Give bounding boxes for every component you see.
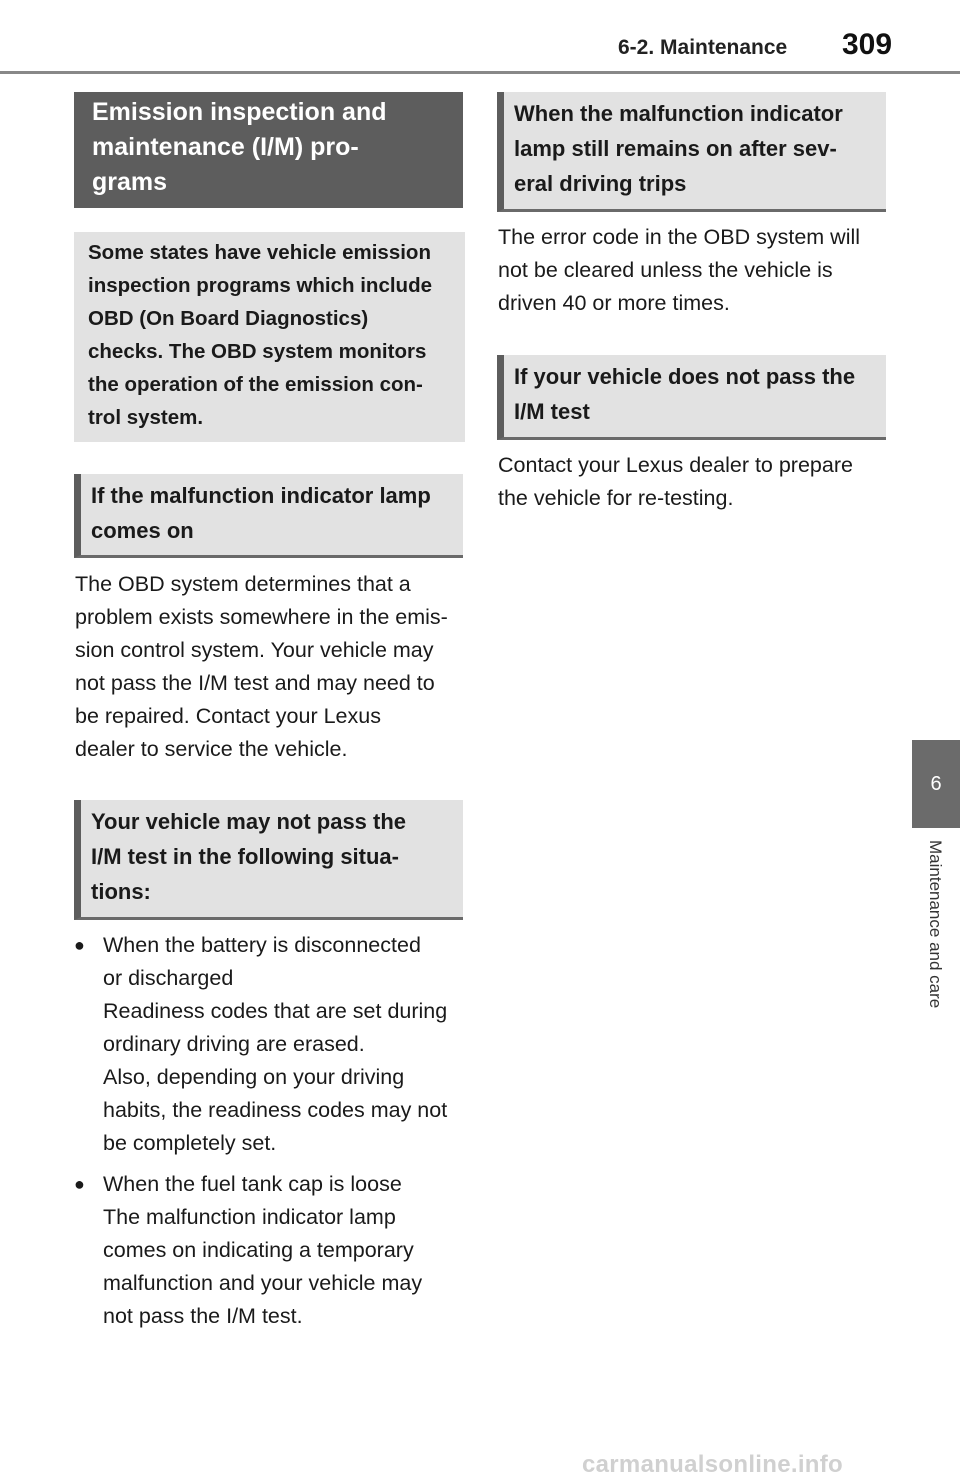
main-heading-line: grams <box>92 168 168 196</box>
chapter-title: Maintenance and care <box>926 840 945 1009</box>
remains-line: not be cleared unless the vehicle is <box>498 258 833 282</box>
remains-heading <box>497 92 886 212</box>
bullet-line: malfunction and your vehicle may <box>103 1271 423 1295</box>
header-divider <box>0 71 960 74</box>
chapter-number: 6 <box>930 772 942 795</box>
main-heading-line: maintenance (I/M) pro- <box>92 133 359 161</box>
fail-line: the vehicle for re-testing. <box>498 486 734 510</box>
mil-line: not pass the I/M test and may need to <box>75 671 435 695</box>
mil-paragraph <box>75 568 470 766</box>
mil-heading <box>74 474 463 558</box>
fail-line: Contact your Lexus dealer to prepare <box>498 453 853 477</box>
bullet-item-battery <box>74 929 474 1164</box>
mil-line: dealer to service the vehicle. <box>75 737 348 761</box>
bullet-icon: ● <box>74 935 85 955</box>
bullet-line: comes on indicating a temporary <box>103 1238 414 1262</box>
intro-line: checks. The OBD system monitors <box>88 340 427 363</box>
situations-heading-line: I/M test in the following situa- <box>91 844 399 869</box>
section-title: 6-2. Maintenance <box>618 36 788 59</box>
mil-heading-line: If the malfunction indicator lamp <box>91 483 431 508</box>
remains-line: The error code in the OBD system will <box>498 225 861 249</box>
fail-paragraph <box>498 449 898 515</box>
intro-line: inspection programs which include <box>88 274 432 297</box>
bullet-line: or discharged <box>103 966 234 990</box>
intro-box <box>74 232 465 442</box>
mil-line: problem exists somewhere in the emis- <box>75 605 448 629</box>
bullet-item-fuel-cap <box>74 1168 474 1338</box>
bullet-line: When the fuel tank cap is loose <box>103 1172 402 1196</box>
situations-heading-line: Your vehicle may not pass the <box>91 809 407 834</box>
remains-line: driven 40 or more times. <box>498 291 730 315</box>
bullet-line: Also, depending on your driving <box>103 1065 405 1089</box>
main-heading-line: Emission inspection and <box>92 98 387 126</box>
remains-heading-line: When the malfunction indicator <box>514 101 843 126</box>
remains-paragraph <box>498 221 898 320</box>
chapter-label <box>922 840 948 1070</box>
situations-heading-line: tions: <box>91 879 151 904</box>
mil-heading-line: comes on <box>91 518 194 543</box>
mil-line: The OBD system determines that a <box>75 572 411 596</box>
bullet-line: not pass the I/M test. <box>103 1304 303 1328</box>
page-number: 309 <box>842 28 893 61</box>
main-heading <box>74 92 463 208</box>
bullet-line: habits, the readiness codes may not <box>103 1098 448 1122</box>
bullet-line: be completely set. <box>103 1131 277 1155</box>
remains-heading-line: lamp still remains on after sev- <box>514 136 837 161</box>
watermark-link[interactable]: carmanualsonline.info <box>582 1451 844 1478</box>
fail-heading <box>497 355 886 440</box>
bullet-line: Readiness codes that are set during <box>103 999 448 1023</box>
mil-line: be repaired. Contact your Lexus <box>75 704 381 728</box>
mil-line: sion control system. Your vehicle may <box>75 638 434 662</box>
intro-line: Some states have vehicle emission <box>88 241 431 264</box>
fail-heading-line: If your vehicle does not pass the <box>514 364 856 389</box>
chapter-tab[interactable] <box>912 740 960 828</box>
bullet-text <box>103 1168 468 1333</box>
remains-heading-line: eral driving trips <box>514 171 687 196</box>
bullet-line: The malfunction indicator lamp <box>103 1205 396 1229</box>
bullet-line: When the battery is disconnected <box>103 933 421 957</box>
intro-line: OBD (On Board Diagnostics) <box>88 307 369 330</box>
intro-line: the operation of the emission con- <box>88 373 423 396</box>
intro-line: trol system. <box>88 406 204 429</box>
bullet-icon: ● <box>74 1174 85 1194</box>
bullet-line: ordinary driving are erased. <box>103 1032 365 1056</box>
situations-heading <box>74 800 463 920</box>
fail-heading-line: I/M test <box>514 399 590 424</box>
bullet-text <box>103 929 468 1160</box>
